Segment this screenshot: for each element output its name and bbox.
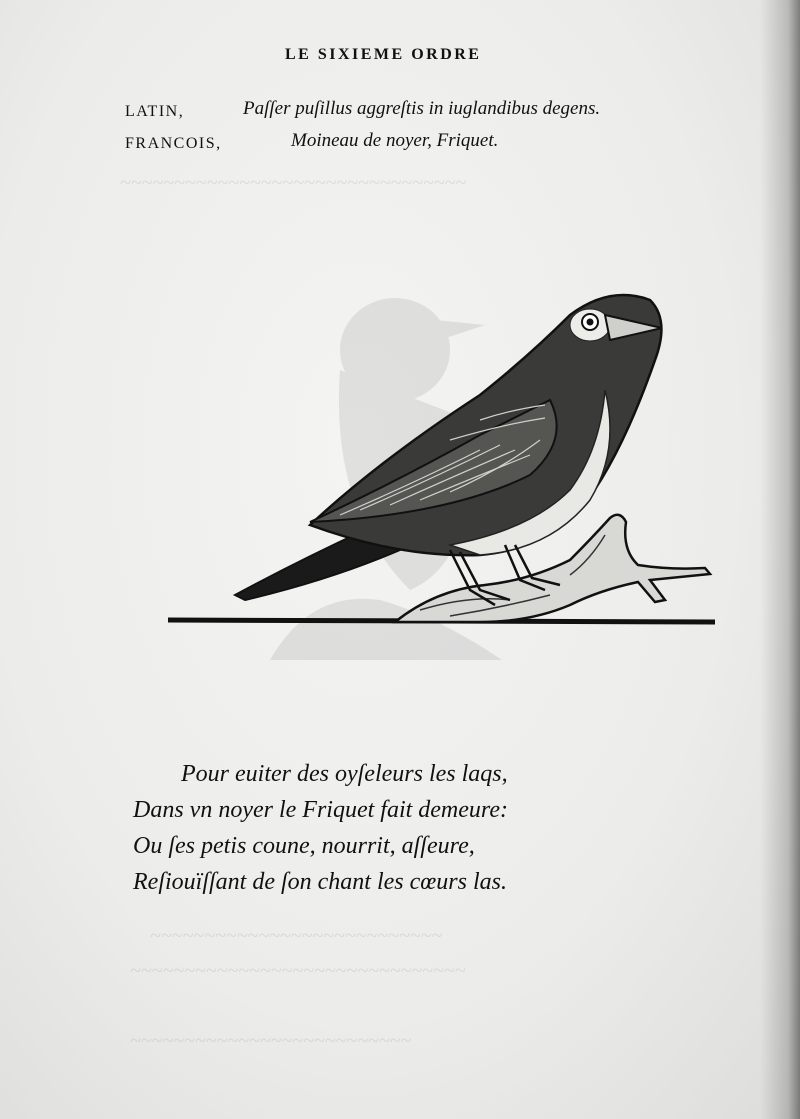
bleed-through-text: ~~~~~~~~~~~~~~~~~~~~~~~~~~~~~~~ xyxy=(130,960,466,982)
running-title: LE SIXIEME ORDRE xyxy=(285,46,482,63)
bleed-through-text: ~~~~~~~~~~~~~~~~~~~~~~~~~~ xyxy=(130,1030,412,1052)
page-gutter-shadow xyxy=(760,0,800,1119)
woodcut-bird-icon xyxy=(150,260,730,660)
french-name-row xyxy=(125,130,499,153)
french-name: Moineau de noyer, Friquet. xyxy=(291,130,499,151)
verse-line: Pour euiter des oyſeleurs les laqs, xyxy=(181,761,508,787)
verse-line: Reſiouïſſant de ſon chant les cœurs las. xyxy=(133,869,507,895)
verse xyxy=(133,756,613,900)
french-label: FRANCOIS, xyxy=(125,135,222,152)
verse-line: Dans vn noyer le Friquet fait demeure: xyxy=(133,797,509,823)
bleed-through-text: ~~~~~~~~~~~~~~~~~~~~~~~~~~~ xyxy=(150,925,443,947)
bleed-through-text: ~~~~~~~~~~~~~~~~~~~~~~~~~~~~~~~~ xyxy=(120,172,467,194)
latin-name-row xyxy=(125,98,601,121)
latin-name: Paſſer puſillus aggreſtis in iuglandibus degens. xyxy=(243,98,601,119)
verse-line: Ou ſes petis coune, nourrit, aſſeure, xyxy=(133,833,475,859)
latin-label: LATIN, xyxy=(125,103,185,120)
